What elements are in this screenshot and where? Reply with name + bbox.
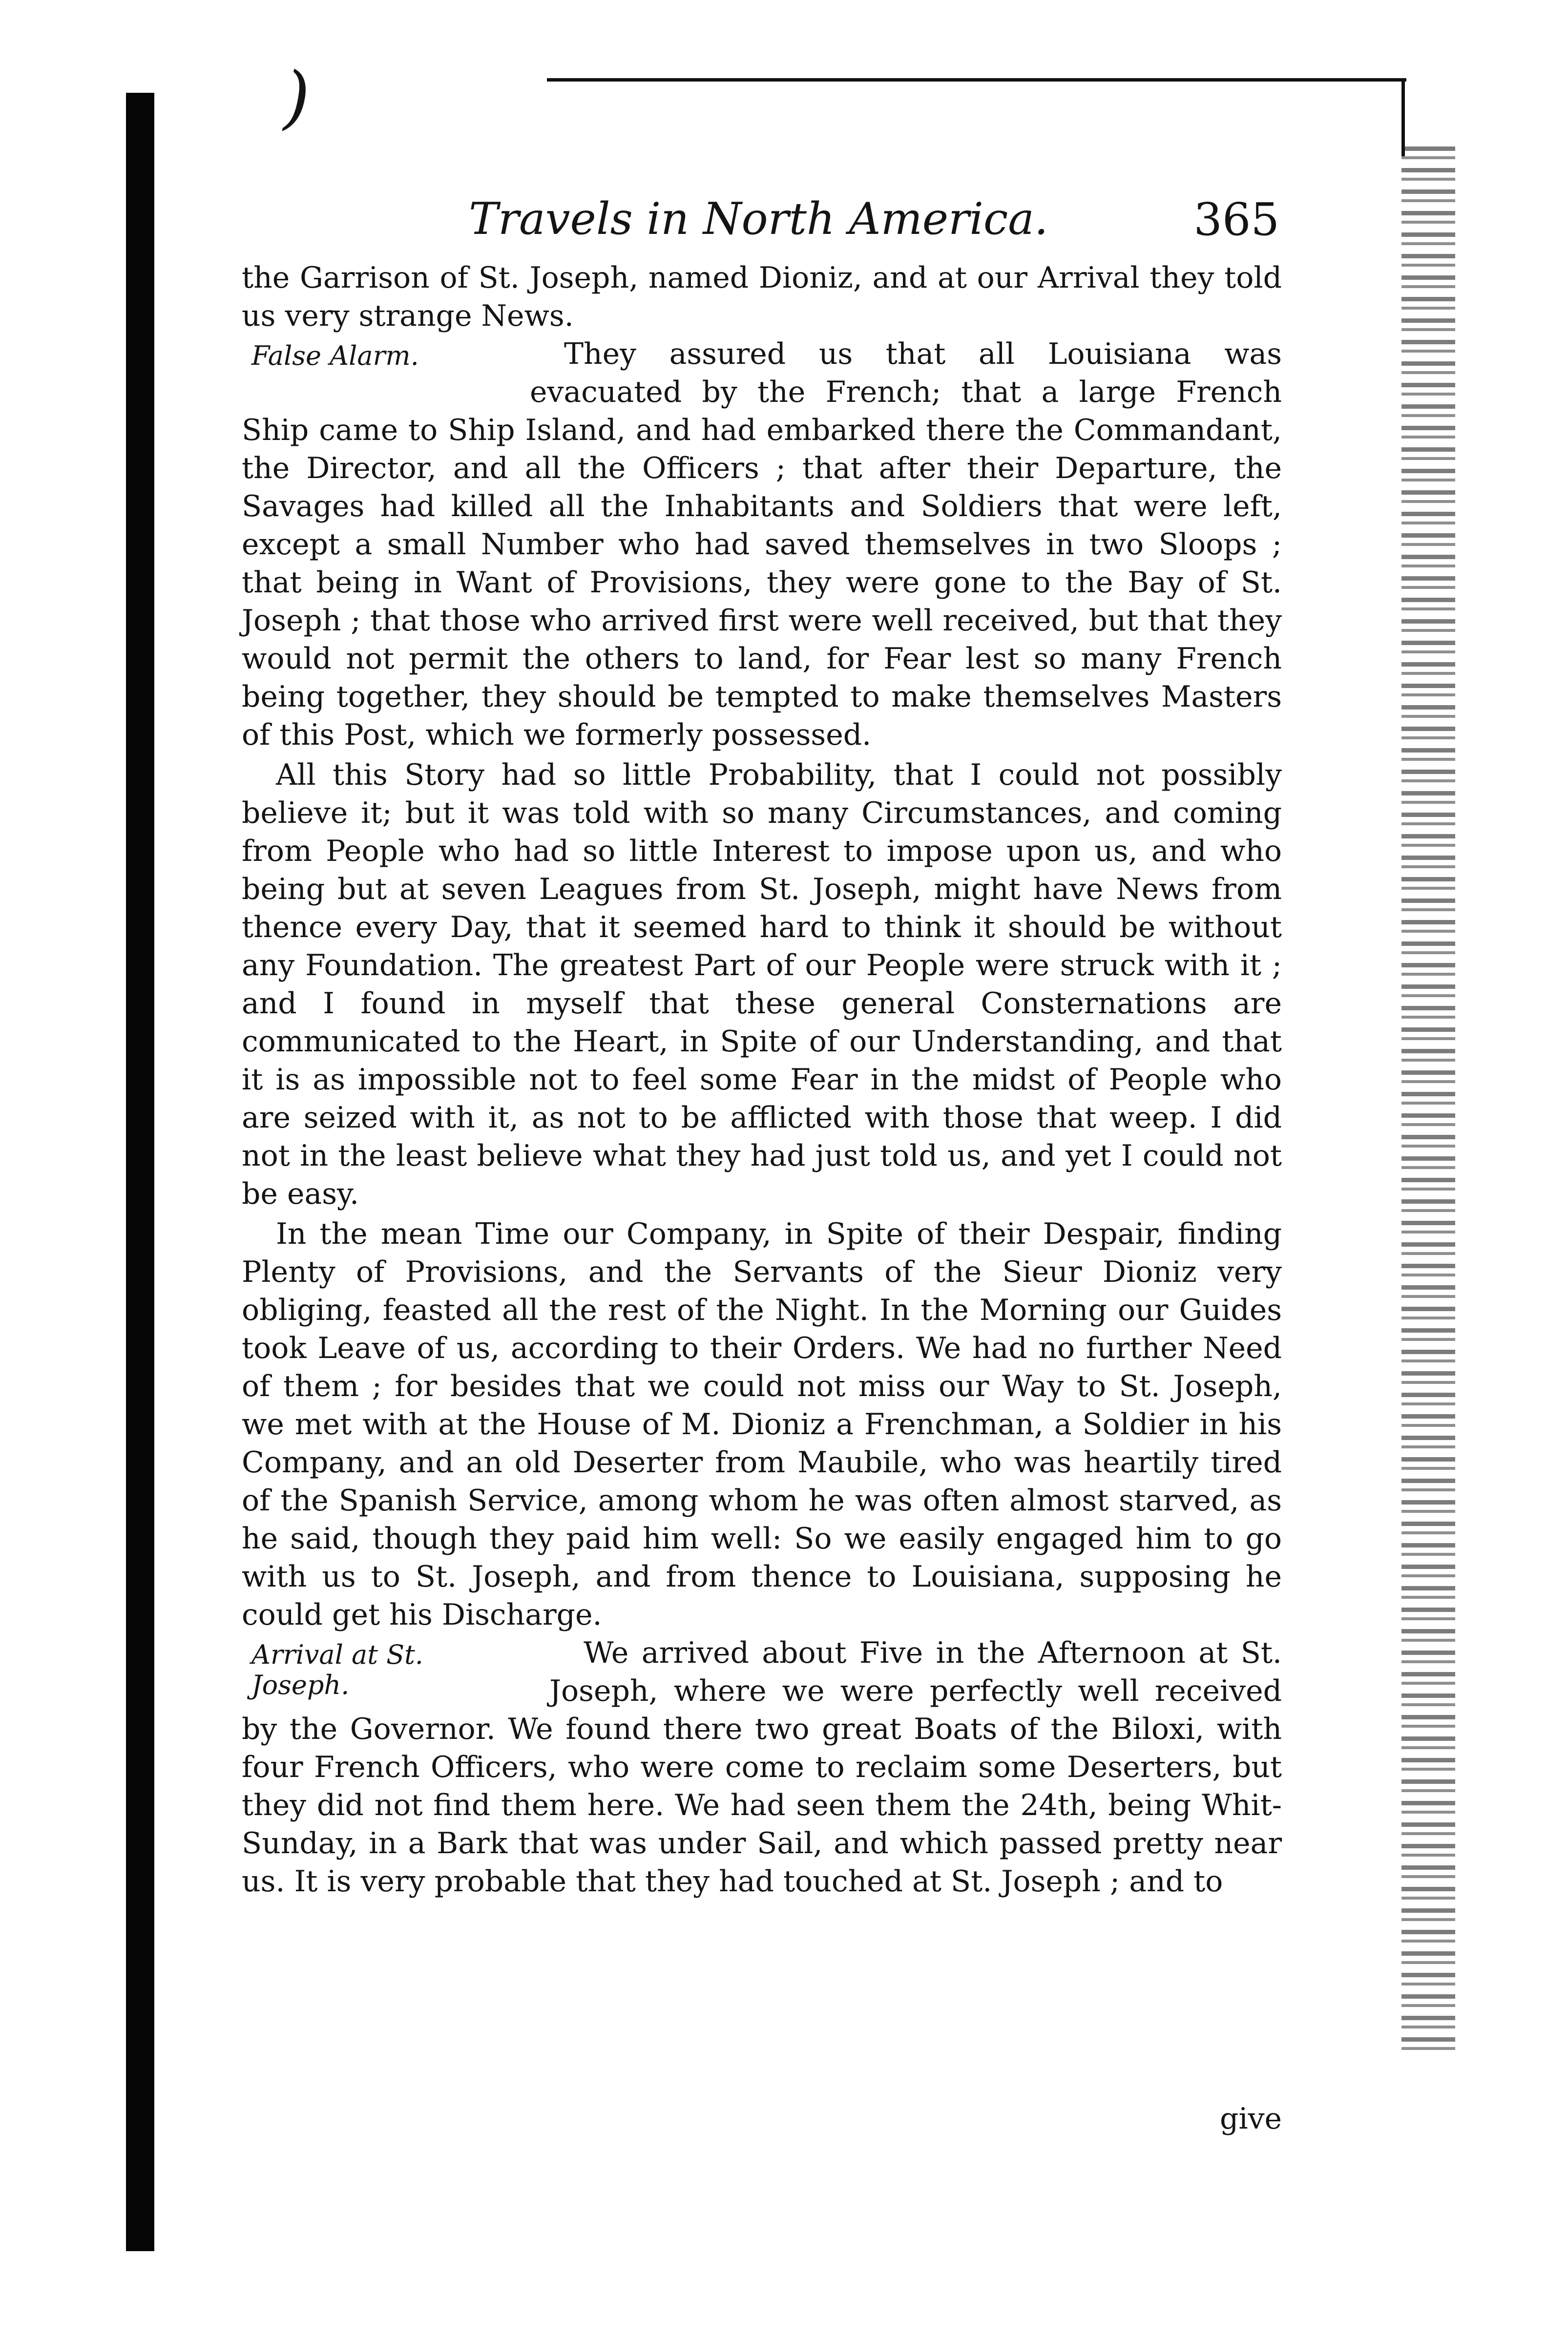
page-edge-shadow	[1401, 146, 1455, 2051]
paragraph-5: We arrived about Five in the Afternoon at St. Joseph, where we were perfectly well received by the Governor. We found there two great Boats of the Biloxi, with four French Officers, who were come to reclaim some Deserters, but they did not find them here. We had seen them the 24th, being Whit-Sunday, in a Bark that was under Sail, and which passed pretty near us. It is very probable that they had touched at St. Joseph ; and to	[242, 1636, 1282, 1899]
page-header	[469, 193, 1279, 251]
sidenote-false-alarm: False Alarm.	[251, 340, 419, 371]
corner-rule	[1401, 78, 1405, 156]
paragraph-1: the Garrison of St. Joseph, named Dioniz, and at our Arrival they told us very strange News.	[242, 261, 1282, 333]
margin-mark: )	[283, 58, 310, 137]
page-number: 365	[1193, 193, 1279, 246]
binding-shadow	[126, 93, 154, 2251]
paragraph-4: In the mean Time our Company, in Spite of their Despair, finding Plenty of Provisions, and the Servants of the Sieur Dioniz very obliging, feasted all the rest of the Night. In the Morning our Guides took Leave of us, according to their Orders. We had no further Need of them ; for besides that we could not miss our Way to St. Joseph, we met with at the House of M. Dioniz a Frenchman, a Soldier in his Company, and an old Deserter from Maubile, who was heartily tired of the Spanish Service, among whom he was often almost starved, as he said, though they paid him well: So we easily engaged him to go with us to St. Joseph, and from thence to Louisiana, supposing he could get his Discharge.	[242, 1217, 1282, 1632]
running-head: Travels in North America.	[469, 193, 1048, 245]
top-rule	[547, 78, 1406, 82]
paragraph-2: They assured us that all Louisiana was evacuated by the French; that a large French Ship came to Ship Island, and had embarked there the Commandant, the Director, and all the Officers ; that after their Departure, the Savages had killed all the Inhabitants and Soldiers that were left, except a small Number who had saved themselves in two Sloops ; that being in Want of Provisions, they were gone to the Bay of St. Joseph ; that those who arrived first were well received, but that they would not permit the others to land, for Fear lest so many French being together, they should be tempted to make themselves Masters of this Post, which we formerly possessed.	[242, 337, 1282, 752]
catchword: give	[1219, 2102, 1282, 2136]
sidenote-arrival: Arrival at St. Joseph.	[251, 1639, 423, 1700]
paragraph-3: All this Story had so little Probability, that I could not possibly believe it; but it was told with so many Circumstances, and coming from People who had so little Interest to impose upon us, and who being but at seven Leagues from St. Joseph, might have News from thence every Day, that it seemed hard to think it should be without any Foundation. The greatest Part of our People were struck with it ; and I found in myself that these general Consternations are communicated to the Heart, in Spite of our Understanding, and that it is as impossible not to feel some Fear in the midst of People who are seized with it, as not to be afflicted with those that weep. I did not in the least believe what they had just told us, and yet I could not be easy.	[242, 758, 1282, 1211]
body-text	[242, 259, 1282, 1901]
